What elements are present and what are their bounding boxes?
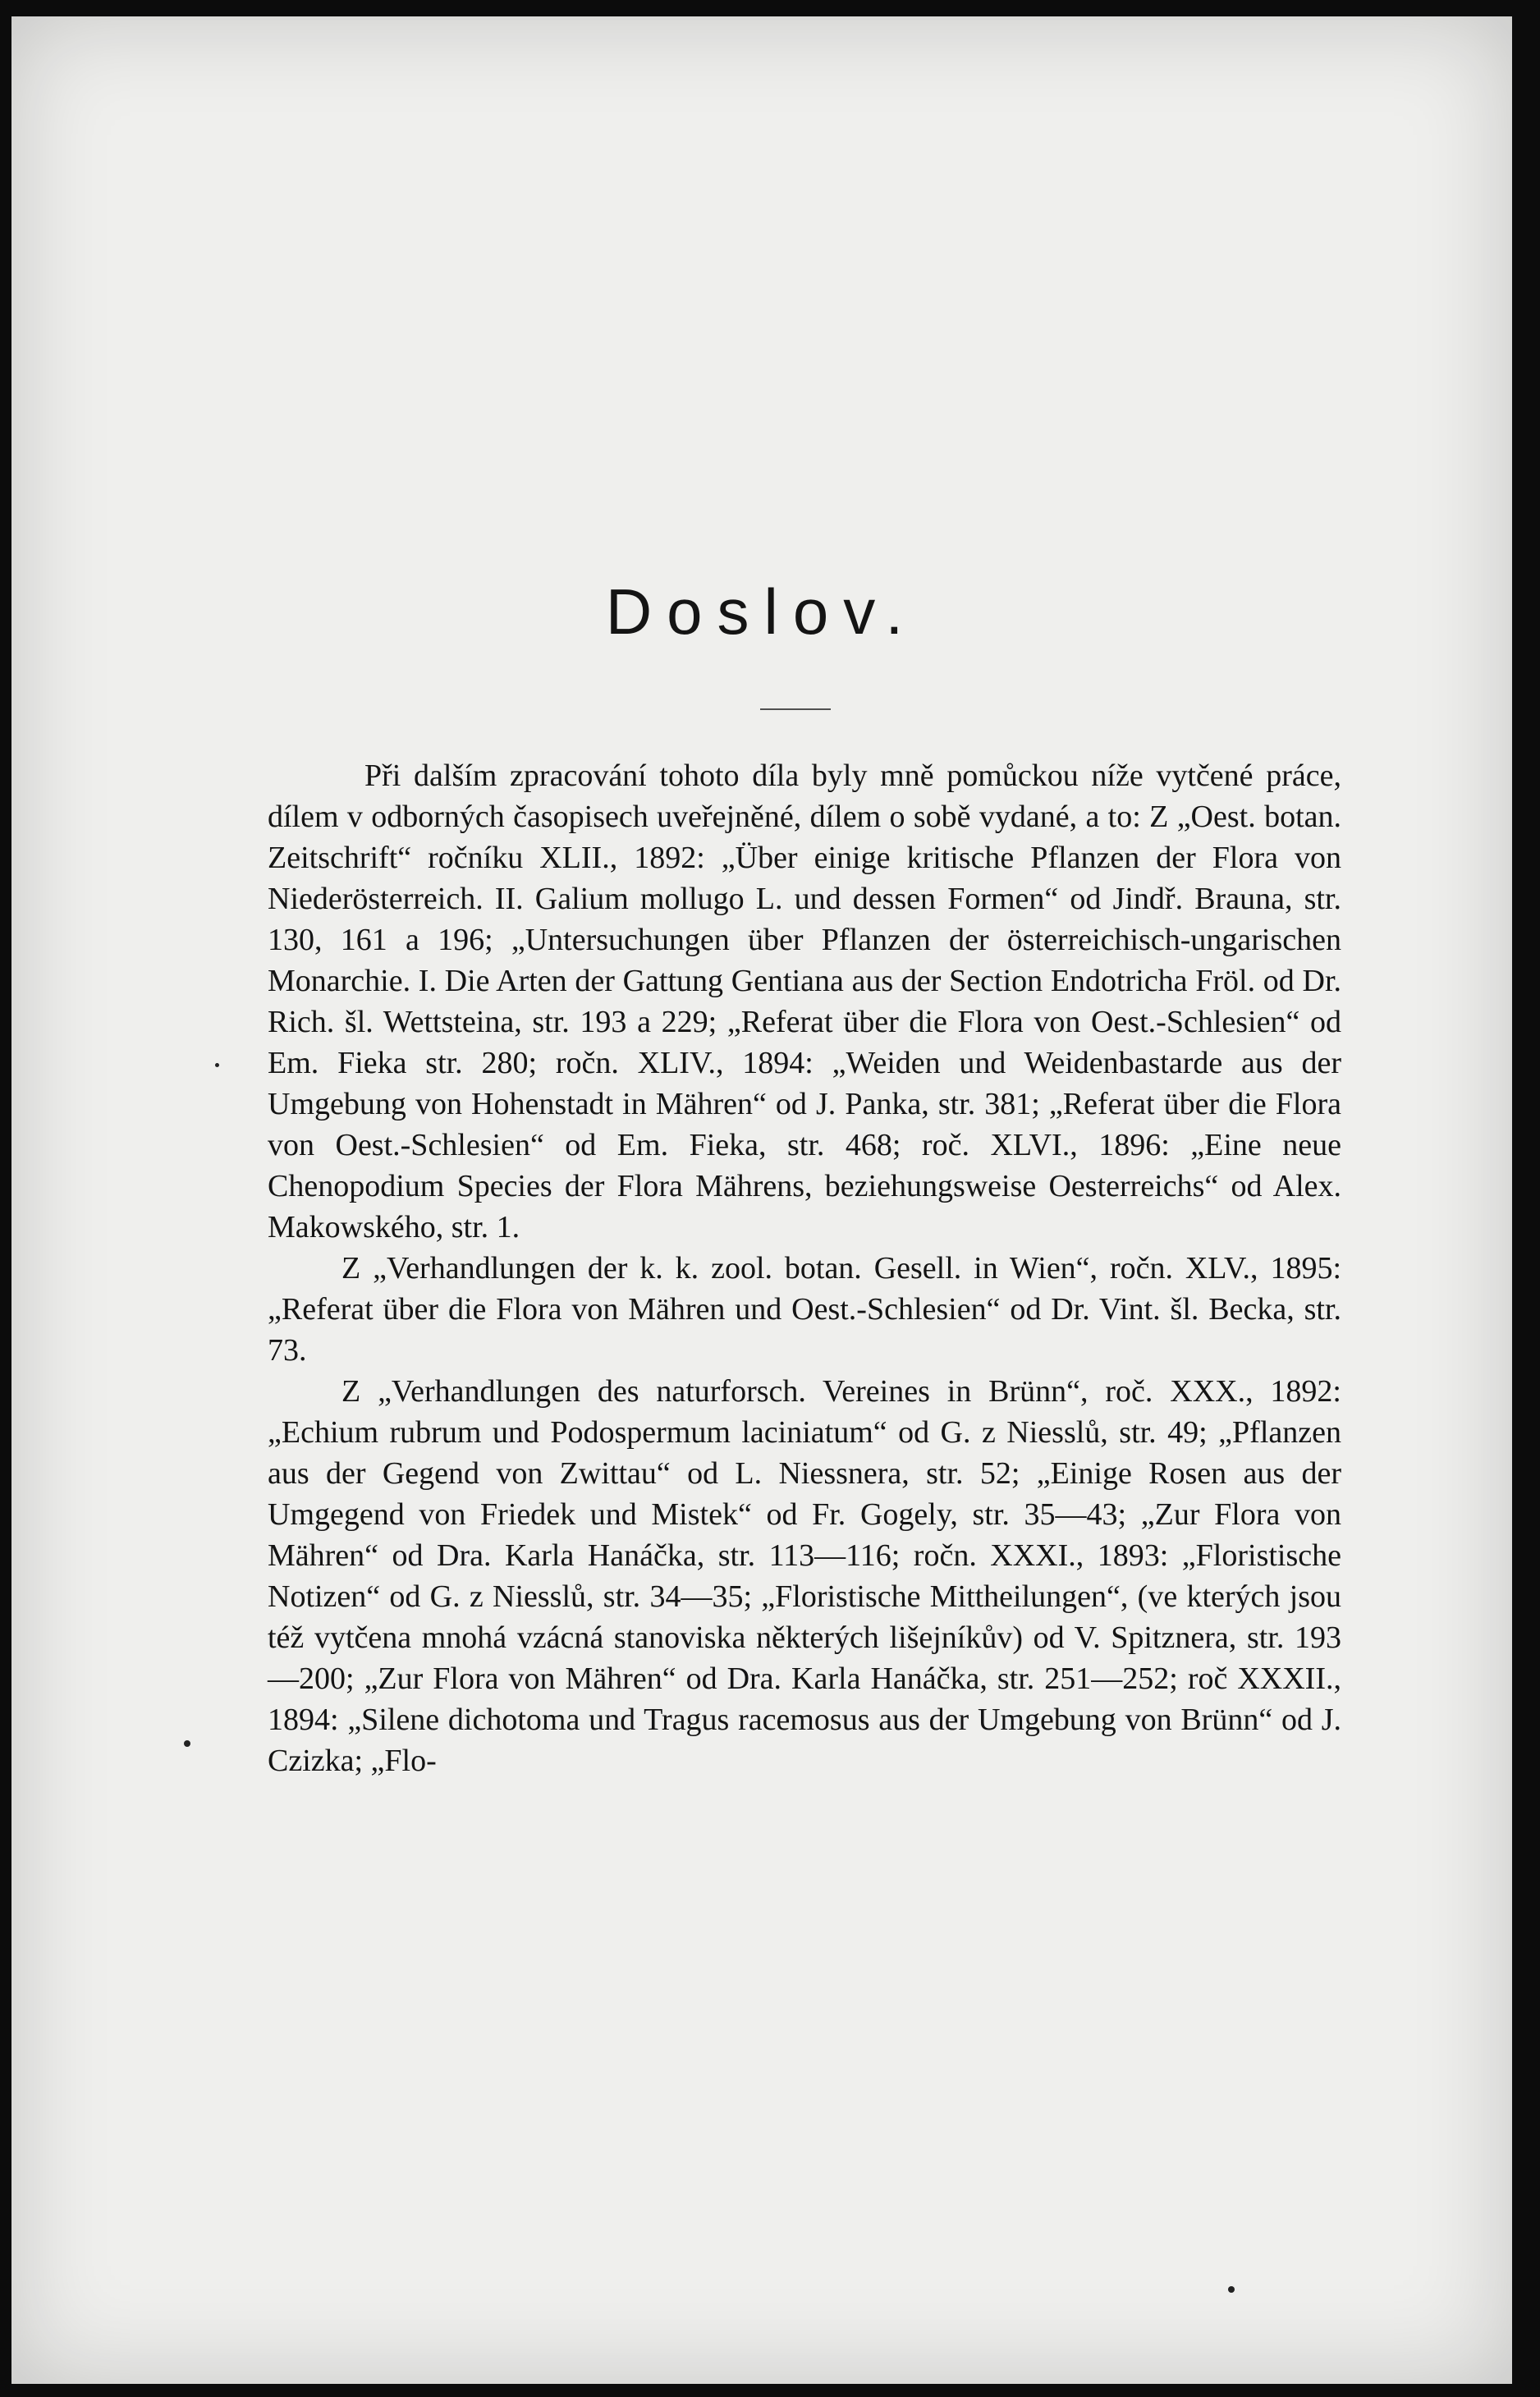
page-title: Doslov.	[605, 575, 919, 648]
scan-speck	[215, 1063, 219, 1067]
scan-speck	[184, 1740, 190, 1747]
paragraph-3: Z „Verhandlungen des naturforsch. Vereines in Brünn“, roč. XXX., 1892: „Echium rubrum und Podospermum laciniatum“ od G. z Niesslů, str. 49; „Pflanzen aus der Gegend von Zwittau“ od L. Niessnera, str. 52; „Einige Rosen aus der Umgegend von Friedek und Mistek“ od Fr. Gogely, str. 35—43; „Zur Flora von Mähren“ od Dra. Karla Hanáčka, str. 113—116; ročn. XXXI., 1893: „Floristische Notizen“ od G. z Niesslů, str. 34—35; „Floristische Mittheilungen“, (ve kterých jsou též vytčena mnohá vzácná stanoviska některých lišejníkův) od V. Spitznera, str. 193—200; „Zur Flora von Mähren“ od Dra. Karla Hanáčka, str. 251—252; roč XXXII., 1894: „Silene dichotoma und Tragus racemosus aus der Umgebung von Brünn“ od J. Czizka; „Flo-	[268, 1374, 1341, 1778]
scan-speck	[1228, 2286, 1235, 2293]
paragraph-1: Při dalším zpracování tohoto díla byly mně pomůckou níže vytčené práce, dílem v odborných časopisech uveřejněné, dílem o sobě vydané, a to: Z „Oest. botan. Zeitschrift“ ročníku XLII., 1892: „Über einige kritische Pflanzen der Flora von Niederösterreich. II. Galium mollugo L. und dessen Formen“ od Jindř. Brauna, str. 130, 161 a 196; „Untersuchungen über Pflanzen der österreichisch-ungarischen Monarchie. I. Die Arten der Gattung Gentiana aus der Section Endotricha Fröl. od Dr. Rich. šl. Wettsteina, str. 193 a 229; „Referat über die Flora von Oest.-Schlesien“ od Em. Fieka str. 280; ročn. XLIV., 1894: „Weiden und Weidenbastarde aus der Umgebung von Hohenstadt in Mähren“ od J. Panka, str. 381; „Referat über die Flora von Oest.-Schlesien“ od Em. Fieka, str. 468; roč. XLVI., 1896: „Eine neue Chenopodium Species der Flora Mährens, beziehungsweise Oesterreichs“ od Alex. Makowského, str. 1.	[268, 759, 1341, 1244]
scanned-page	[11, 16, 1512, 2384]
body-text	[268, 755, 1341, 1781]
title-divider	[760, 708, 831, 710]
paragraph-2: Z „Verhandlungen der k. k. zool. botan. Gesell. in Wien“, ročn. XLV., 1895: „Referat über die Flora von Mähren und Oest.-Schlesien“ od Dr. Vint. šl. Becka, str. 73.	[268, 1251, 1341, 1368]
